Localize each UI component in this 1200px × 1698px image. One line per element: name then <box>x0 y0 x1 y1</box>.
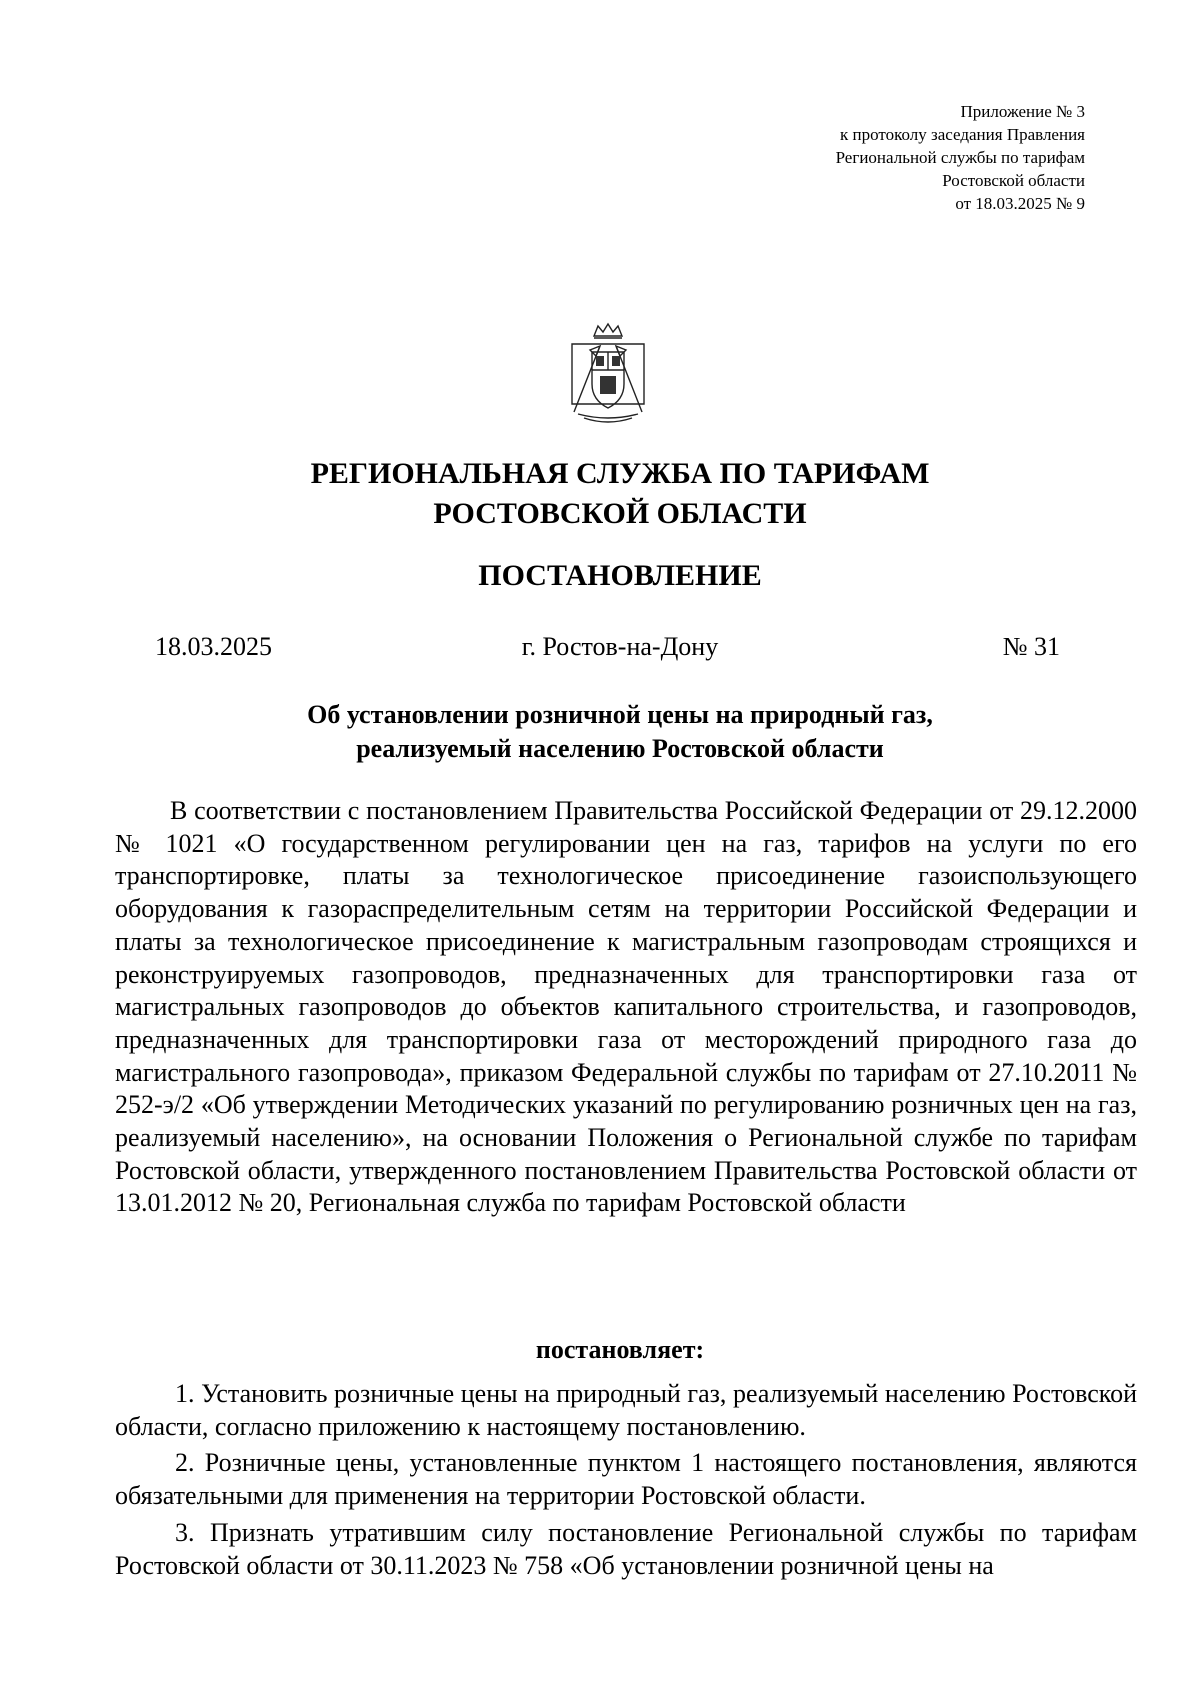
resolution-item: 3. Признать утратившим силу постановление Региональной службы по тарифам Ростовской области от 30.11.2023 № 758 «Об установлении розничной цены на <box>115 1517 1137 1580</box>
organization-name <box>0 454 1200 534</box>
document-subject <box>0 698 1200 766</box>
document-type: ПОСТАНОВЛЕНИЕ <box>478 559 762 592</box>
resolves-heading: постановляет: <box>535 1335 705 1364</box>
document-city: г. Ростов-на-Дону <box>521 632 719 661</box>
document-number: № 31 <box>1002 632 1060 661</box>
subject-line: реализуемый населению Ростовской области <box>356 734 884 763</box>
organization-line: РОСТОВСКОЙ ОБЛАСТИ <box>433 497 807 530</box>
coat-of-arms-icon <box>564 322 652 424</box>
resolution-items <box>115 1378 1137 1586</box>
document-date: 18.03.2025 <box>155 632 272 661</box>
resolution-item: 1. Установить розничные цены на природный газ, реализуемый населению Ростовской области, согласно приложению к настоящему постановлению. <box>115 1379 1137 1441</box>
annex-line: к протоколу заседания Правления <box>840 125 1085 144</box>
annex-line: от 18.03.2025 № 9 <box>955 194 1085 213</box>
preamble-paragraph: В соответствии с постановлением Правительства Российской Федерации от 29.12.2000 № 1021 «О государственном регулировании цен на газ, тарифов на услуги по его транспортировке, платы за технологическое присоединение газоиспользующего оборудования к газораспределительным сетям на территории Российской Федерации и платы за технологическое присоединение к магистральным газопроводам строящихся и реконструируемых газопроводов, предназначенных для транспортировки газа от магистральных газопроводов до объектов капитального строительства, и газопроводов, предназначенных для транспортировки газа от месторождений природного газа до магистрального газопровода», приказом Федеральной службы по тарифам от 27.10.2011 № 252-э/2 «Об утверждении Методических указаний по регулированию розничных цен на газ, реализуемый населению», на основании Положения о Региональной службе по тарифам Ростовской области, утвержденного постановлением Правительства Ростовской области от 13.01.2012 № 20, Региональная служба по тарифам Ростовской области <box>115 796 1137 1218</box>
annex-note <box>665 100 1085 215</box>
annex-line: Приложение № 3 <box>960 102 1085 121</box>
resolution-item: 2. Розничные цены, установленные пунктом 1 настоящего постановления, являются обязательными для применения на территории Ростовской области. <box>115 1448 1137 1511</box>
annex-line: Региональной службы по тарифам <box>835 148 1085 167</box>
organization-line: РЕГИОНАЛЬНАЯ СЛУЖБА ПО ТАРИФАМ <box>310 457 930 490</box>
subject-line: Об установлении розничной цены на природный газ, <box>307 700 933 729</box>
annex-line: Ростовской области <box>942 171 1085 190</box>
